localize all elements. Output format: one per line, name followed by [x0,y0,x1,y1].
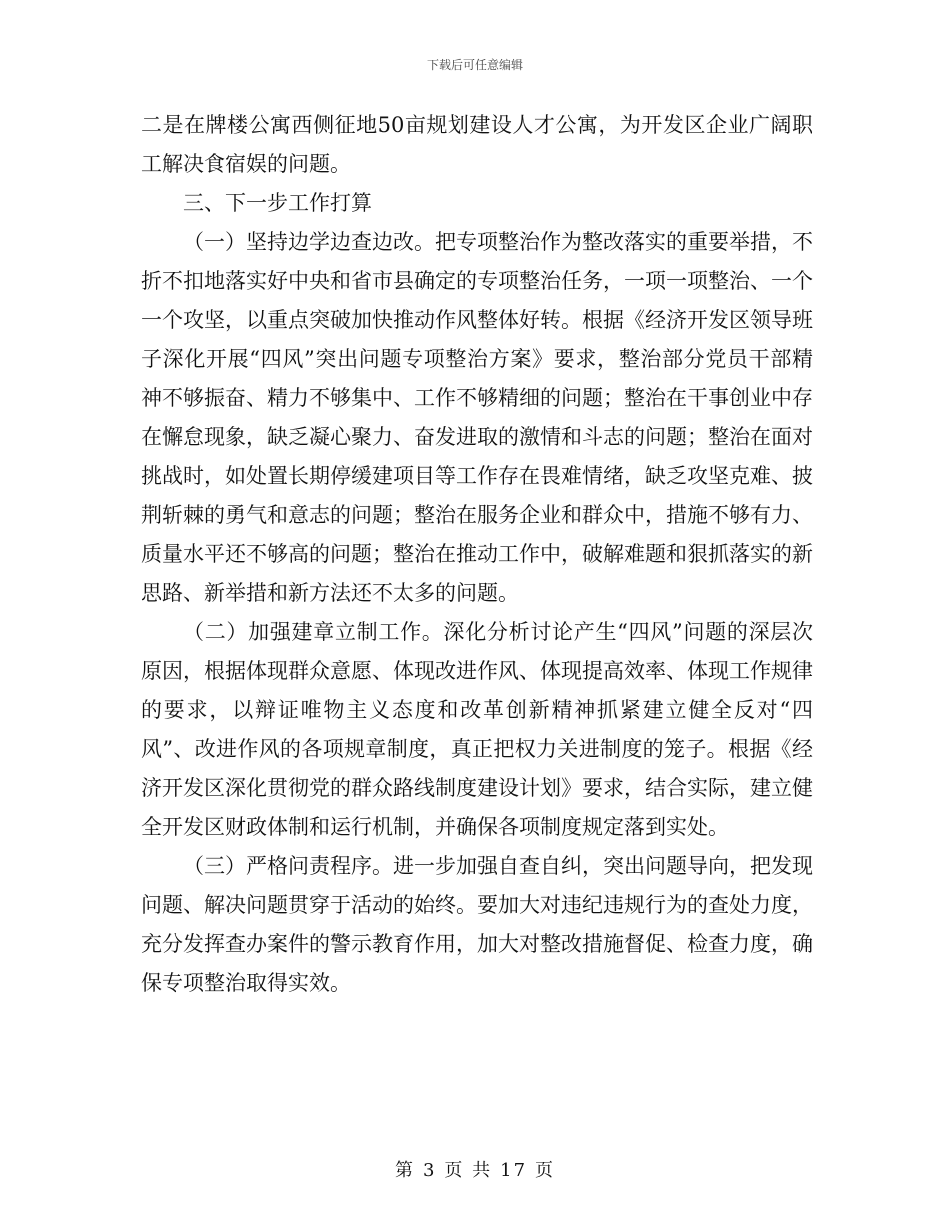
page-number: 3 [422,1160,437,1181]
document-body [141,106,813,1003]
paragraph-item-3: （三）严格问责程序。进一步加强自查自纠，突出问题导向，把发现问题、解决问题贯穿于活动的始终。要加大对违纪违规行为的查处力度，充分发挥查办案件的警示教育作用，加大对整改措施督促、检查力度，确保专项整治取得实效。 [141,854,813,995]
footer-suffix: 页 [535,1160,556,1181]
footer-prefix: 第 [394,1160,415,1181]
footer-middle: 页 共 [444,1160,493,1181]
header-note: 下载后可任意编辑 [426,58,523,72]
paragraph-item-2: （二）加强建章立制工作。深化分析讨论产生“四风”问题的深层次原因，根据体现群众意愿、体现改进作风、体现提高效率、体现工作规律的要求，以辩证唯物主义态度和改革创新精神抓紧建立健全反对“四风”、改进作风的各项规章制度，真正把权力关进制度的笼子。根据《经济开发区深化贯彻党的群众路线制度建设计划》要求，结合实际，建立健全开发区财政体制和运行机制，并确保各项制度规定落到实处。 [141,620,813,839]
paragraph-continuation: 二是在牌楼公寓西侧征地50亩规划建设人才公寓，为开发区企业广阔职工解决食宿娱的问题。 [141,113,813,176]
section-heading: 三、下一步工作打算 [183,191,372,215]
page-footer [0,1156,950,1182]
page-total: 17 [500,1160,528,1181]
paragraph-item-1: （一）坚持边学边查边改。把专项整治作为整改落实的重要举措，不折不扣地落实好中央和省市县确定的专项整治任务，一项一项整治、一个一个攻坚，以重点突破加快推动作风整体好转。根据《经济开发区领导班子深化开展“四风”突出问题专项整治方案》要求，整治部分党员干部精神不够振奋、精力不够集中、工作不够精细的问题；整治在干事创业中存在懈怠现象，缺乏凝心聚力、奋发进取的激情和斗志的问题；整治在面对挑战时，如处置长期停缓建项目等工作存在畏难情绪，缺乏攻坚克难、披荆斩棘的勇气和意志的问题；整治在服务企业和群众中，措施不够有力、质量水平还不够高的问题；整治在推动工作中，破解难题和狠抓落实的新思路、新举措和新方法还不太多的问题。 [141,230,813,605]
